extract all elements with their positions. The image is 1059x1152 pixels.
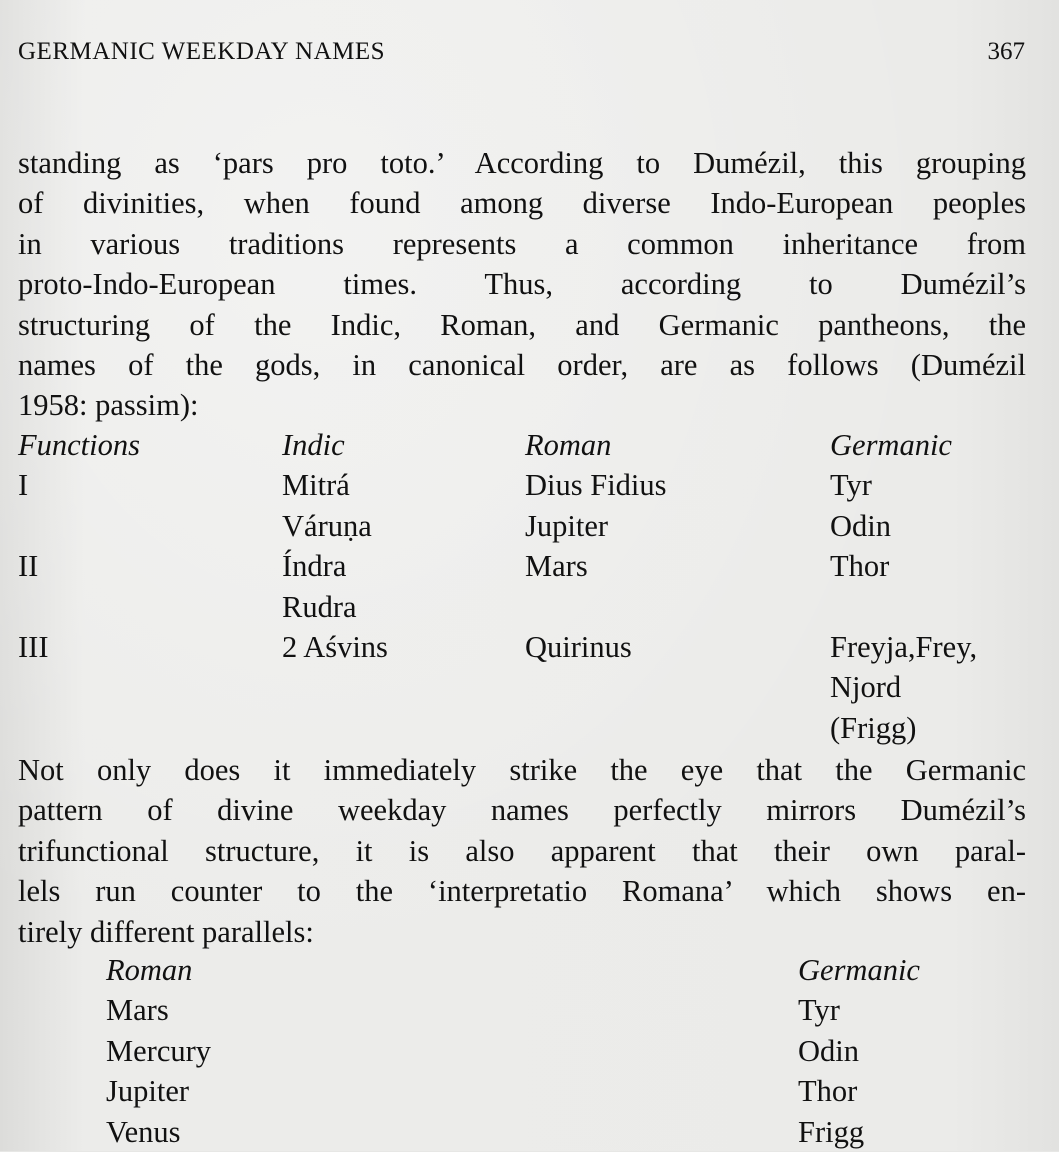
table-row xyxy=(18,1112,1038,1152)
table-cell: Dius Fidius xyxy=(525,468,667,503)
text-line: standing as ‘pars pro toto.’ According to Dumézil, this grouping xyxy=(18,146,1026,180)
table-cell: Frigg xyxy=(798,1114,865,1149)
pantheon-table xyxy=(18,425,1038,748)
table-cell: Thor xyxy=(798,1074,858,1109)
text-line: in various traditions represents a common inheritance from xyxy=(18,226,1026,261)
table-cell: Rudra xyxy=(282,589,357,624)
table-cell: Odin xyxy=(798,1033,859,1068)
table-cell: Njord xyxy=(830,670,902,705)
table-row xyxy=(18,546,1038,586)
text-line: lels run counter to the ‘interpretatio Romana’ which shows en- xyxy=(18,874,1026,909)
table-cell: Váruṇa xyxy=(282,508,372,543)
text-line: of divinities, when found among diverse Indo-European peoples xyxy=(18,186,1026,221)
text-line: 1958: passim): xyxy=(18,388,199,423)
page-number: 367 xyxy=(987,38,1025,65)
table-cell: Venus xyxy=(106,1114,181,1149)
column-header-roman: Roman xyxy=(525,428,612,462)
table-cell: Índra xyxy=(282,549,347,584)
table-row xyxy=(18,465,1038,505)
table-row xyxy=(18,506,1038,546)
table-cell: Mercury xyxy=(106,1033,212,1068)
text-line: names of the gods, in canonical order, are as follows (Dumézil xyxy=(18,348,1026,383)
table-cell: II xyxy=(18,549,39,584)
column-header-functions: Functions xyxy=(18,428,140,462)
table-cell: Thor xyxy=(830,549,890,584)
table-cell: Quirinus xyxy=(525,629,632,664)
text-line: Not only does it immediately strike the eye that the Germanic xyxy=(18,753,1026,787)
table-cell: Mars xyxy=(106,993,169,1028)
table-row xyxy=(18,990,1038,1030)
table-header-row xyxy=(18,950,1038,990)
table-cell: Jupiter xyxy=(106,1074,190,1109)
page-header xyxy=(18,38,1025,72)
table-header-row xyxy=(18,425,1038,465)
column-header-germanic: Germanic xyxy=(798,953,920,987)
text-line: trifunctional structure, it is also apparent that their own paral- xyxy=(18,833,1026,868)
running-head: GERMANIC WEEKDAY NAMES xyxy=(18,38,386,65)
table-row xyxy=(18,1031,1038,1071)
table-cell: Jupiter xyxy=(525,508,609,543)
table-row xyxy=(18,587,1038,627)
table-row xyxy=(18,667,1038,707)
column-header-indic: Indic xyxy=(282,428,345,462)
table-cell: 2 Aśvins xyxy=(282,629,388,664)
table-cell: Tyr xyxy=(798,993,840,1028)
table-row xyxy=(18,1071,1038,1111)
paragraph-intro xyxy=(18,143,1026,426)
table-cell: I xyxy=(18,468,29,503)
table-cell: Odin xyxy=(830,508,891,543)
table-row xyxy=(18,627,1038,667)
text-line: proto-Indo-European times. Thus, according to Dumézil’s xyxy=(18,267,1026,302)
table-cell: III xyxy=(18,629,49,664)
table-cell: Tyr xyxy=(830,468,872,503)
paragraph-comparison xyxy=(18,750,1026,952)
table-cell: Mitrá xyxy=(282,468,350,503)
table-cell: Mars xyxy=(525,549,588,584)
text-line: tirely different parallels: xyxy=(18,914,314,949)
table-row xyxy=(18,708,1038,748)
weekday-parallels-table xyxy=(18,950,1038,1152)
text-line: pattern of divine weekday names perfectly mirrors Dumézil’s xyxy=(18,793,1026,828)
table-cell: Freyja,Frey, xyxy=(830,629,978,664)
table-cell: (Frigg) xyxy=(830,710,917,745)
text-line: structuring of the Indic, Roman, and Germanic pantheons, the xyxy=(18,307,1026,342)
column-header-roman: Roman xyxy=(106,953,193,987)
column-header-germanic: Germanic xyxy=(830,428,952,462)
